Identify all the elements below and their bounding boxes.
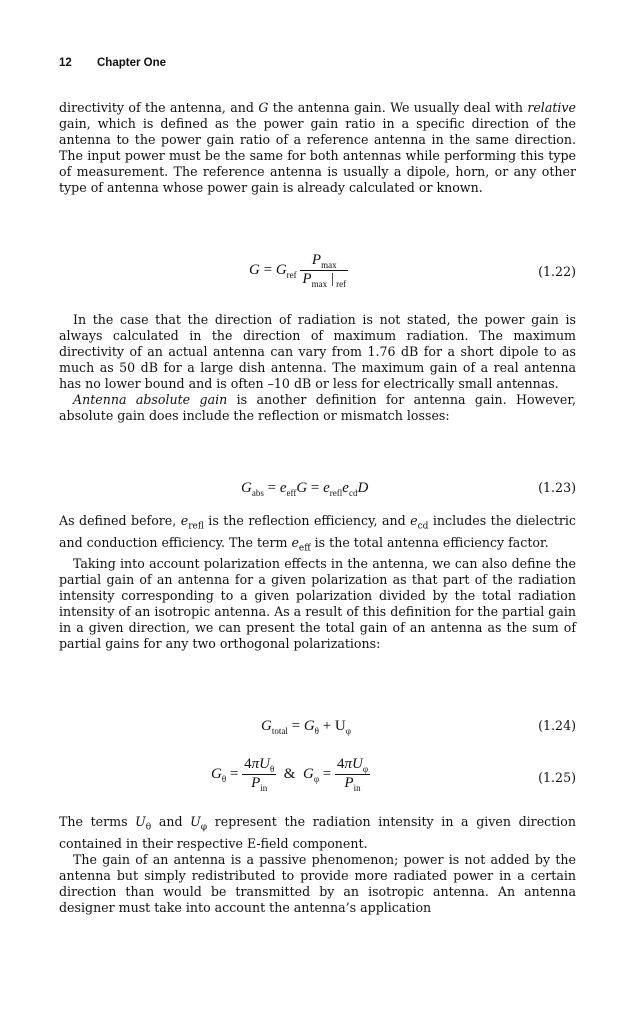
running-header [59, 57, 166, 69]
equation-number: (1.23) [538, 480, 576, 495]
equation-1-25: $G_\theta$ = $\frac{4\pi U_\theta}{P_{in}}$ & $G_\varphi$ = $\frac{4\pi U_\varphi}{P_{in}}$ (1.25) [211, 756, 576, 793]
chapter-title: Chapter One [97, 57, 167, 69]
paragraph-1: directivity of the antenna, and G the antenna gain. We usually deal with relative gain, which is defined as the power gain ratio in a specific direction of the antenna to the power gain ratio of a reference antenna in the same direction. The input power must be the same for both antennas while performing this type of measurement. The reference antenna is usually a dipole, horn, or any other type of antenna whose power gain is already calculated or known. [59, 100, 576, 195]
equation-number: (1.24) [538, 718, 576, 733]
equation-1-22: $G = G_{ref}$ $\frac{P_{max}}{P_{max} | _{ref}}$ (1.22) [249, 252, 576, 289]
equation-1-23: $G_{abs} = e_{eff}G = e_{refl}e_{cd}D$ (1.23) [241, 480, 576, 498]
equation-number: (1.22) [538, 264, 576, 279]
page-number: 12 [59, 57, 72, 69]
equation-number: (1.25) [538, 770, 576, 785]
paragraph-3: As defined before, $e_{refl}$ is the reflection efficiency, and $e_{cd}$ includes the dielectric and conduction efficiency. The term $e_{eff}$ is the total antenna efficiency factor. Taking into account polarization effects in the antenna, we can also define the partial gain of an antenna for a given polarization as that part of the radiation intensity corresponding to a given polarization divided by the total radiation intensity of an isotropic antenna. As a result of this definition for the partial gain in a given direction, we can present the total gain of an antenna as the sum of partial gains for any two orthogonal polarizations: [59, 513, 576, 652]
equation-1-24: $G_{total} = G_\theta + U_\varphi$ (1.24) [261, 718, 576, 736]
paragraph-4: The terms $U_\theta$ and $U_\varphi$ represent the radiation intensity in a given direction contained in their respective E-field component. The gain of an antenna is a passive phenomenon; power is not added by the antenna but simply redistributed to provide more radiated power in a certain direction than would be transmitted by an isotropic antenna. An antenna designer must take into account the antenna’s application [59, 814, 576, 915]
paragraph-2: In the case that the direction of radiation is not stated, the power gain is always calculated in the direction of maximum radiation. The maximum directivity of an actual antenna can vary from 1.76 dB for a short dipole to as much as 50 dB for a large dish antenna. The maximum gain of a real antenna has no lower bound and is often –10 dB or less for electrically small antennas. Antenna absolute gain is another definition for antenna gain. However, absolute gain does include the reflection or mismatch losses: [59, 312, 576, 423]
